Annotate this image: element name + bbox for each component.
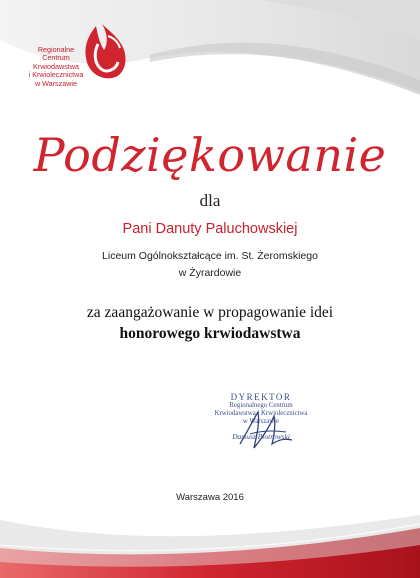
logo-line: i Krwiolecznictwa bbox=[28, 70, 84, 80]
stamp-org-line: Krwiodawstwa i Krwiolecznictwa bbox=[214, 410, 308, 417]
logo-line: Regionalne bbox=[37, 45, 75, 54]
logo-line: w Warszawie bbox=[34, 78, 78, 88]
handwritten-signature bbox=[232, 404, 302, 454]
institution-city: w Żyrardowie bbox=[178, 267, 242, 279]
for-word: dla bbox=[199, 191, 221, 210]
stamp-org-line: w Warszawie bbox=[242, 418, 280, 425]
institution-block bbox=[0, 248, 420, 282]
certificate-title: Podziękowanie bbox=[33, 128, 387, 182]
reason-emphasis: honorowego krwiodawstwa bbox=[119, 325, 301, 342]
logo-line: Krwiodawstwa bbox=[33, 61, 79, 71]
recipient-name: Pani Danuty Paluchowskiej bbox=[122, 221, 298, 237]
reason-block bbox=[0, 302, 420, 344]
institution-name: Liceum Ogólnokształcące im. St. Żeromskiego bbox=[102, 250, 318, 262]
stamp-role: DYREKTOR bbox=[230, 392, 292, 402]
reason-line: za zaangażowanie w propagowanie idei bbox=[86, 304, 334, 321]
stamp-org-line: Regionalnego Centrum bbox=[229, 402, 293, 409]
logo-line: Centrum bbox=[42, 53, 70, 63]
logo-caption bbox=[16, 46, 96, 88]
place-date: Warszawa 2016 bbox=[176, 492, 244, 503]
stamp-name: Dariusz Piotrowski bbox=[232, 432, 290, 441]
